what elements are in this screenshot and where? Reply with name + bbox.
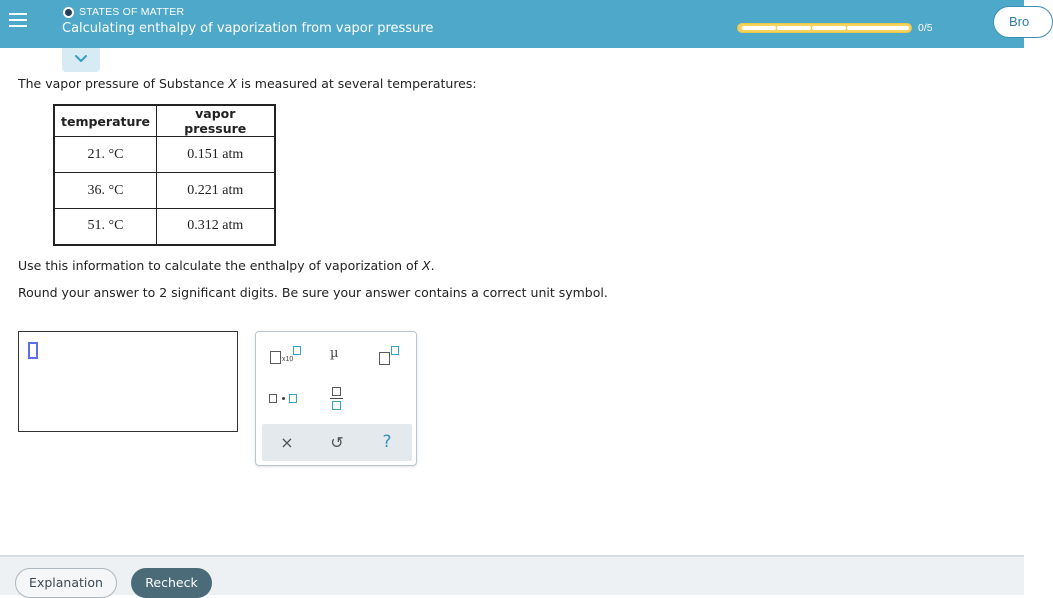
table-row	[54, 173, 275, 209]
palette-actions	[262, 424, 412, 461]
rounding-instruction: Round your answer to 2 significant digits. Be sure your answer contains a correct unit symbol.	[18, 285, 608, 300]
table-header-temperature: temperature	[54, 105, 157, 137]
temperature-cell: 36. °C	[54, 173, 157, 209]
help-button[interactable]: ?	[382, 432, 392, 452]
math-palette	[255, 331, 417, 466]
chevron-down-icon	[74, 54, 88, 64]
fraction-button[interactable]	[326, 384, 348, 414]
table-header-vapor-pressure: vapor pressure	[157, 105, 275, 137]
clear-button[interactable]: ×	[280, 433, 294, 452]
answer-input[interactable]	[18, 331, 238, 432]
multiply-button[interactable]	[266, 387, 302, 411]
micro-symbol-button[interactable]: µ	[330, 346, 339, 361]
progress-count: 0/5	[918, 22, 933, 34]
browse-button[interactable]: Bro	[993, 6, 1053, 38]
menu-icon[interactable]	[9, 10, 27, 32]
collapse-header-button[interactable]	[62, 48, 100, 72]
input-cursor	[28, 342, 38, 359]
scientific-notation-button[interactable]: x10	[268, 344, 304, 368]
superscript-button[interactable]	[374, 344, 402, 368]
lesson-title: Calculating enthalpy of vaporization from vapor pressure	[62, 21, 434, 36]
temperature-cell: 51. °C	[54, 209, 157, 245]
question-intro: The vapor pressure of Substance X is measured at several temperatures:	[18, 76, 477, 91]
vapor-pressure-cell: 0.312 atm	[157, 209, 275, 245]
explanation-button[interactable]: Explanation	[15, 568, 117, 598]
topic-label: STATES OF MATTER	[79, 6, 185, 18]
topic-status-icon	[63, 7, 74, 18]
vapor-pressure-cell: 0.221 atm	[157, 173, 275, 209]
instruction-text: Use this information to calculate the enthalpy of vaporization of X.	[18, 258, 435, 273]
top-bar	[0, 0, 1030, 48]
vapor-pressure-cell: 0.151 atm	[157, 137, 275, 173]
vapor-pressure-table	[53, 104, 276, 246]
footer-bar	[0, 555, 1024, 595]
table-row	[54, 137, 275, 173]
temperature-cell: 21. °C	[54, 137, 157, 173]
table-row	[54, 209, 275, 245]
recheck-button[interactable]: Recheck	[131, 568, 212, 598]
undo-button[interactable]: ↺	[330, 433, 344, 452]
progress-bar	[737, 23, 912, 33]
